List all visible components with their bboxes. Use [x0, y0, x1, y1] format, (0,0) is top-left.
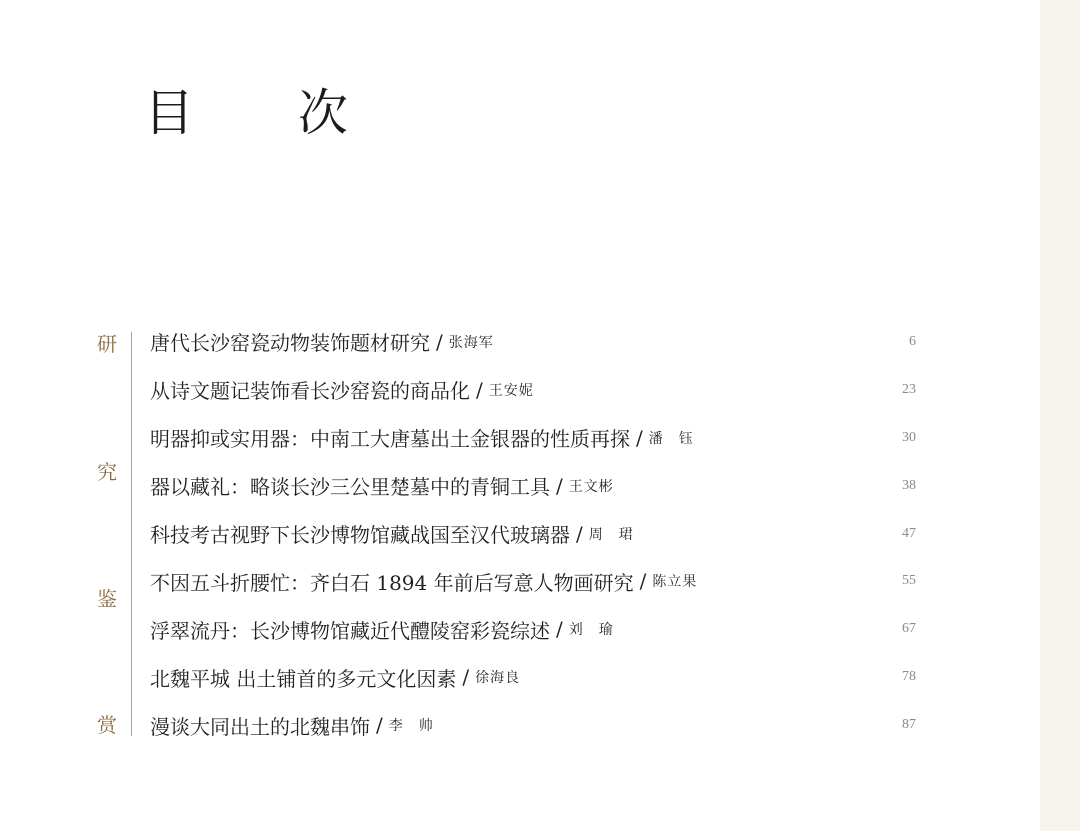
toc-entry-author: 王文彬	[568, 478, 614, 495]
toc-entry[interactable]	[150, 605, 916, 653]
toc-entry-title: 科技考古视野下长沙博物馆藏战国至汉代玻璃器	[150, 523, 570, 547]
section-divider	[131, 332, 132, 736]
page-edge	[1040, 0, 1080, 831]
toc-entry[interactable]	[150, 366, 916, 414]
toc-entry-title: 明器抑或实用器：中南工大唐墓出土金银器的性质再探	[150, 427, 630, 452]
toc-entry[interactable]	[150, 653, 916, 701]
toc-separator: /	[376, 713, 383, 738]
toc-entry-title: 北魏平城 出土铺首的多元文化因素	[150, 666, 457, 691]
toc-entry-page: 55	[902, 573, 916, 589]
toc-entry-author: 徐海良	[475, 670, 521, 687]
toc-entry-page: 6	[909, 333, 916, 349]
toc-entry-page: 47	[902, 525, 916, 541]
toc-entry-page: 78	[902, 669, 916, 685]
toc-separator: /	[639, 569, 647, 594]
toc-entry-author: 张海军	[448, 334, 494, 351]
toc-separator: /	[556, 473, 563, 498]
toc-entry-page: 67	[902, 621, 916, 637]
toc-entry-page: 87	[902, 717, 916, 733]
toc-separator: /	[462, 665, 470, 690]
toc-entry-author: 周 珺	[588, 526, 634, 543]
toc-entry-page: 23	[902, 381, 916, 397]
toc-entry-author: 李 帅	[388, 718, 434, 735]
section-label-char: 究	[97, 460, 117, 484]
table-of-contents	[150, 318, 916, 749]
toc-entry[interactable]	[150, 462, 916, 510]
page-title: 目 次	[144, 84, 392, 142]
toc-entry-author: 刘 瑜	[568, 622, 614, 639]
toc-entry[interactable]	[150, 701, 916, 749]
toc-entry[interactable]	[150, 318, 916, 366]
toc-entry-title: 浮翠流丹：长沙博物馆藏近代醴陵窑彩瓷综述	[150, 618, 550, 643]
toc-entry[interactable]	[150, 510, 916, 558]
section-label	[95, 320, 119, 750]
toc-entry-author: 潘 钰	[648, 430, 694, 447]
toc-entry-author: 陈立果	[652, 574, 698, 591]
toc-separator: /	[636, 425, 643, 450]
section-label-char: 鉴	[97, 587, 117, 611]
toc-entry[interactable]	[150, 557, 916, 605]
toc-entry-page: 38	[902, 477, 916, 493]
toc-separator: /	[436, 329, 443, 354]
section-label-char: 赏	[97, 713, 117, 737]
toc-separator: /	[476, 377, 483, 402]
toc-separator: /	[576, 521, 583, 546]
toc-entry-title: 器以藏礼：略谈长沙三公里楚墓中的青铜工具	[150, 475, 550, 500]
toc-separator: /	[556, 617, 563, 642]
toc-entry-title: 不因五斗折腰忙：齐白石 1894 年前后写意人物画研究	[150, 570, 634, 595]
toc-entry-author: 王安妮	[488, 382, 534, 399]
section-label-char: 研	[97, 332, 117, 356]
toc-entry-title: 从诗文题记装饰看长沙窑瓷的商品化	[150, 379, 470, 404]
toc-entry-title: 唐代长沙窑瓷动物装饰题材研究	[150, 331, 430, 356]
toc-entry[interactable]	[150, 414, 916, 462]
toc-entry-page: 30	[902, 429, 916, 445]
toc-entry-title: 漫谈大同出土的北魏串饰	[150, 714, 370, 739]
